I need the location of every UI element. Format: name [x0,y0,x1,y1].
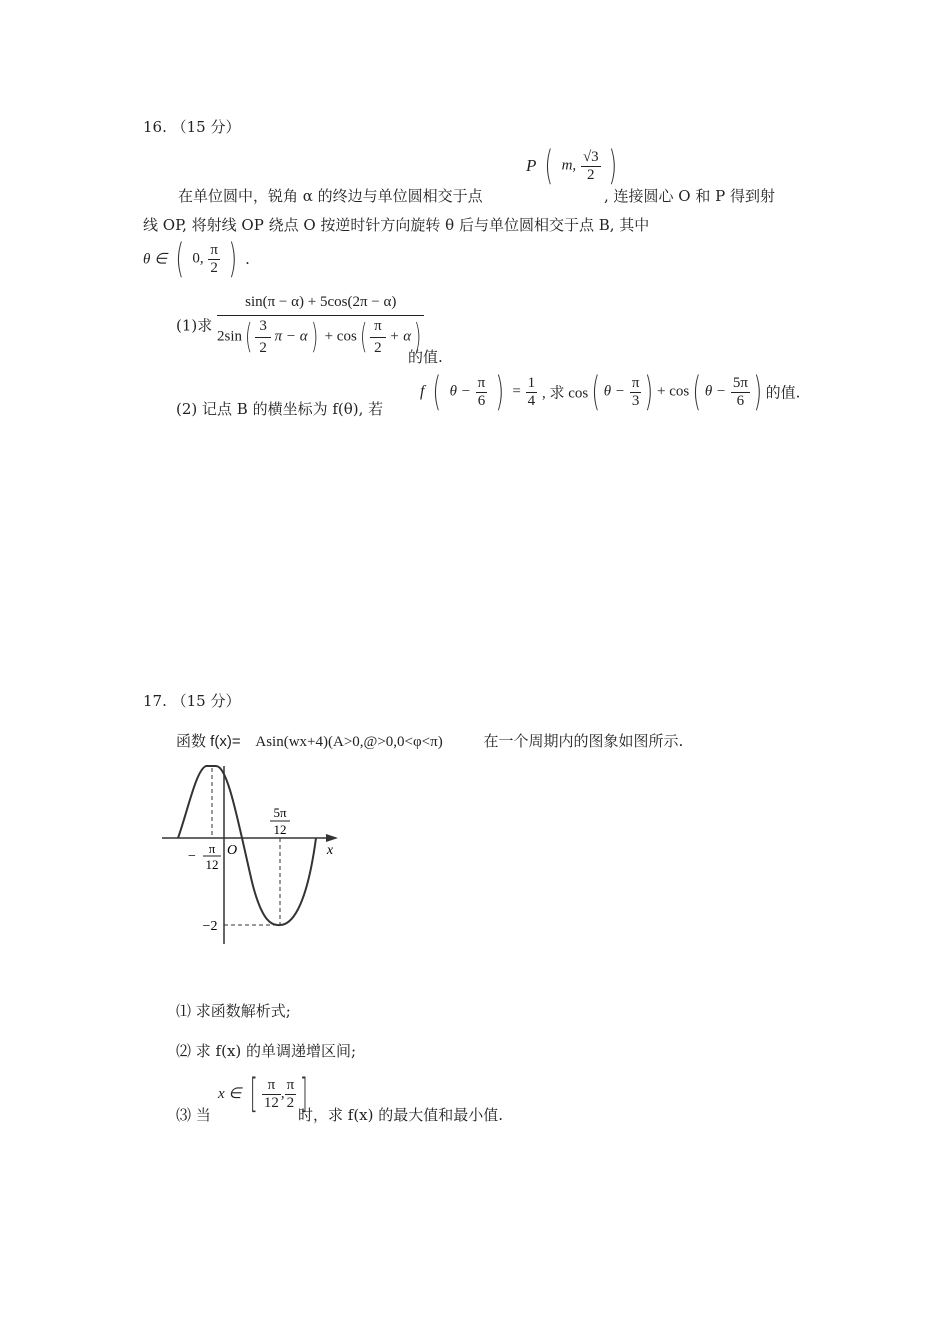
q17-func: 函数 f(x)= Asin(wx+4)(A>0,@>0,0<φ<π) 在一个周期内的图象如图所示. [176,732,684,750]
label-5pi-den: 12 [273,822,287,837]
label-origin: O [226,843,238,858]
point-m: m, [561,157,577,174]
sine-graph [158,762,348,952]
sine-curve [178,766,316,925]
q16-point-p: P ( m, $\frac{√3}{2}$ ) [526,143,618,189]
label-x: x [326,843,334,858]
q16-line2: 线 OP, 将射线 OP 绕点 O 按逆时针方向旋转 θ 后与单位圆相交于点 B, 其中 [143,216,650,234]
label-negative: − [188,849,196,864]
part1-fraction: sin(π − α) + 5cos(2π − α) 2sin( $\frac{3}{2}$ π − α) + cos( $\frac{\pi}{2}$ + α) [217,294,424,356]
point-fraction: $\frac{√3}{2}$ [582,149,599,183]
q16-part1 [176,294,424,356]
label-pi-num: π [208,841,216,856]
part1-label: (1)求 [176,316,213,335]
q17-part3-label: ⑶ 当 [176,1106,211,1124]
label-5pi-num: 5π [273,805,287,820]
label-min: −2 [202,919,218,934]
q17-header: 17. （15 分） [143,692,241,710]
q17-part3-tail: 时，求 f(x) 的最大值和最小值. [298,1106,504,1124]
x-axis-arrow [326,834,338,842]
q17-part3-expr: x ∈ [ $\frac{\pi}{12}$ , $\frac{\pi}{2}$ ] [218,1071,308,1117]
q16-intro: 在单位圆中，锐角 α 的终边与单位圆相交于点 [178,187,483,205]
q16-theta-set: θ ∈ ( 0, $\frac{\pi}{2}$ ) . [143,236,250,282]
q17-part2: ⑵ 求 f(x) 的单调递增区间; [176,1042,357,1060]
q16-part2-label: (2) 记点 B 的横坐标为 f(θ), 若 [176,400,384,418]
q16-header: 16. （15 分） [143,118,241,136]
label-pi-den: 12 [205,857,219,872]
q16-part2-expr: f ( θ − $\frac{\pi}{6}$ ) = $\frac{1}{4}$ , 求 cos( θ − $\frac{\pi}{3}$ ) + cos( θ − $\frac{5\pi}{6}$ ) 的值. [420,369,801,415]
q17-part1: ⑴ 求函数解析式; [176,1002,291,1020]
point-label: P [526,156,537,175]
q16-intro-tail: , 连接圆心 O 和 P 得到射 [604,187,775,205]
part1-tail: 的值. [408,348,443,366]
